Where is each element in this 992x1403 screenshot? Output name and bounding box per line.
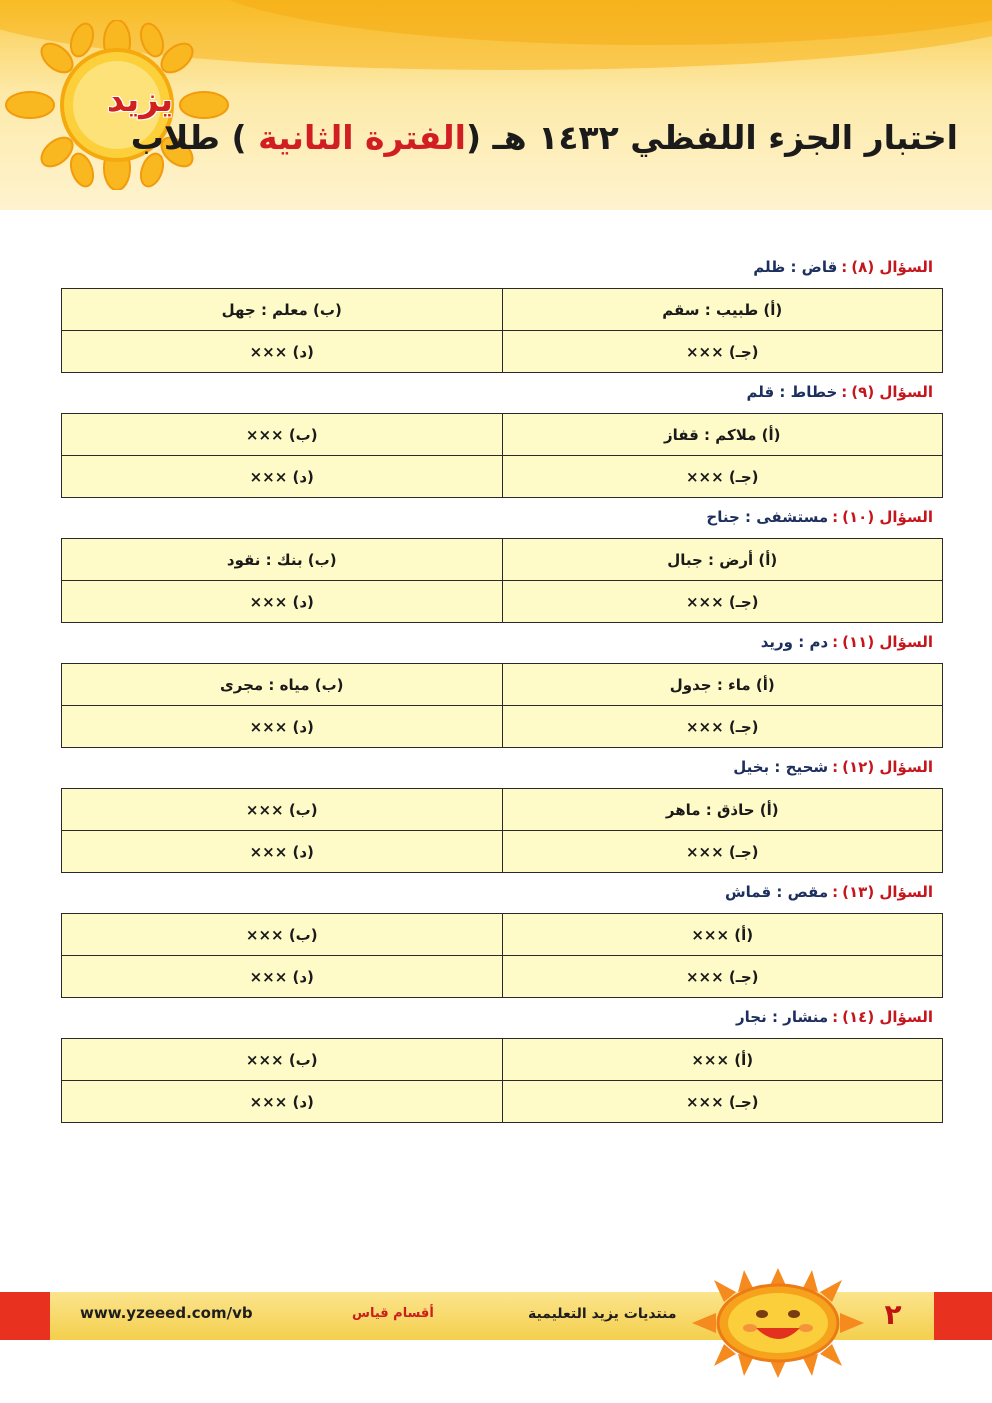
option-a[interactable]: (أ) ملاكم : قفاز bbox=[502, 414, 943, 456]
question-label: السؤال (٩) bbox=[851, 383, 933, 401]
option-d[interactable]: (د) ××× bbox=[62, 331, 503, 373]
option-b[interactable]: (ب) ××× bbox=[62, 1039, 503, 1081]
option-a[interactable]: (أ) طبيب : سقم bbox=[502, 289, 943, 331]
question-separator: : bbox=[832, 633, 839, 651]
question-stem: خطاط : قلم bbox=[746, 383, 838, 401]
option-d[interactable]: (د) ××× bbox=[62, 581, 503, 623]
option-d[interactable]: (د) ××× bbox=[62, 1081, 503, 1123]
option-a[interactable]: (أ) حاذق : ماهر bbox=[502, 789, 943, 831]
options-table bbox=[61, 663, 943, 748]
question-heading bbox=[61, 252, 943, 288]
options-table bbox=[61, 538, 943, 623]
options-table bbox=[61, 413, 943, 498]
option-d[interactable]: (د) ××× bbox=[62, 831, 503, 873]
question-separator: : bbox=[832, 758, 839, 776]
option-c[interactable]: (جـ) ××× bbox=[502, 706, 943, 748]
question-separator: : bbox=[841, 383, 848, 401]
question-label: السؤال (١٤) bbox=[842, 1008, 933, 1026]
question-14 bbox=[61, 1002, 943, 1123]
question-stem: مقص : قماش bbox=[724, 883, 829, 901]
question-separator: : bbox=[832, 883, 839, 901]
question-heading bbox=[61, 877, 943, 913]
option-c[interactable]: (جـ) ××× bbox=[502, 1081, 943, 1123]
question-heading bbox=[61, 627, 943, 663]
footer-section-label: أقسام قياس bbox=[352, 1306, 434, 1321]
title-suffix: ) طلاب bbox=[130, 118, 259, 157]
page-title bbox=[131, 118, 958, 157]
question-stem: دم : وريد bbox=[760, 633, 829, 651]
question-stem: شحيح : بخيل bbox=[733, 758, 829, 776]
options-table bbox=[61, 1038, 943, 1123]
question-12 bbox=[61, 752, 943, 873]
questions-list bbox=[61, 252, 943, 1127]
question-label: السؤال (١٢) bbox=[842, 758, 933, 776]
title-prefix: اختبار الجزء اللفظي ١٤٣٢ هـ ( bbox=[465, 118, 958, 157]
question-separator: : bbox=[832, 508, 839, 526]
options-table bbox=[61, 788, 943, 873]
question-8 bbox=[61, 252, 943, 373]
question-heading bbox=[61, 377, 943, 413]
smiling-sun-icon bbox=[692, 1268, 864, 1378]
option-c[interactable]: (جـ) ××× bbox=[502, 831, 943, 873]
option-a[interactable]: (أ) ماء : جدول bbox=[502, 664, 943, 706]
options-table bbox=[61, 288, 943, 373]
option-a[interactable]: (أ) ××× bbox=[502, 1039, 943, 1081]
title-highlight: الفترة الثانية bbox=[258, 118, 466, 157]
option-b[interactable]: (ب) بنك : نقود bbox=[62, 539, 503, 581]
footer-red-block-right bbox=[934, 1292, 992, 1340]
question-10 bbox=[61, 502, 943, 623]
question-heading bbox=[61, 1002, 943, 1038]
question-13 bbox=[61, 877, 943, 998]
question-heading bbox=[61, 752, 943, 788]
logo-text: يزيد bbox=[106, 80, 174, 120]
option-b[interactable]: (ب) ××× bbox=[62, 914, 503, 956]
question-stem: قاض : ظلم bbox=[753, 258, 838, 276]
option-b[interactable]: (ب) ××× bbox=[62, 789, 503, 831]
option-c[interactable]: (جـ) ××× bbox=[502, 581, 943, 623]
question-label: السؤال (١١) bbox=[842, 633, 933, 651]
option-d[interactable]: (د) ××× bbox=[62, 456, 503, 498]
page-number: ٢ bbox=[884, 1298, 902, 1331]
option-c[interactable]: (جـ) ××× bbox=[502, 456, 943, 498]
question-separator: : bbox=[841, 258, 848, 276]
footer-url-link[interactable]: www.yzeeed.com/vb bbox=[80, 1304, 253, 1322]
option-d[interactable]: (د) ××× bbox=[62, 956, 503, 998]
option-b[interactable]: (ب) ××× bbox=[62, 414, 503, 456]
option-b[interactable]: (ب) مياه : مجرى bbox=[62, 664, 503, 706]
question-label: السؤال (١٠) bbox=[842, 508, 933, 526]
question-heading bbox=[61, 502, 943, 538]
option-c[interactable]: (جـ) ××× bbox=[502, 956, 943, 998]
options-table bbox=[61, 913, 943, 998]
option-a[interactable]: (أ) ××× bbox=[502, 914, 943, 956]
footer-red-block-left bbox=[0, 1292, 50, 1340]
question-stem: منشار : نجار bbox=[736, 1008, 829, 1026]
option-d[interactable]: (د) ××× bbox=[62, 706, 503, 748]
question-stem: مستشفى : جناح bbox=[706, 508, 829, 526]
option-a[interactable]: (أ) أرض : جبال bbox=[502, 539, 943, 581]
page-header bbox=[0, 0, 992, 210]
footer-forum-name: منتديات يزيد التعليمية bbox=[528, 1306, 677, 1322]
question-11 bbox=[61, 627, 943, 748]
option-c[interactable]: (جـ) ××× bbox=[502, 331, 943, 373]
question-separator: : bbox=[832, 1008, 839, 1026]
option-b[interactable]: (ب) معلم : جهل bbox=[62, 289, 503, 331]
question-label: السؤال (١٣) bbox=[842, 883, 933, 901]
question-9 bbox=[61, 377, 943, 498]
question-label: السؤال (٨) bbox=[851, 258, 933, 276]
